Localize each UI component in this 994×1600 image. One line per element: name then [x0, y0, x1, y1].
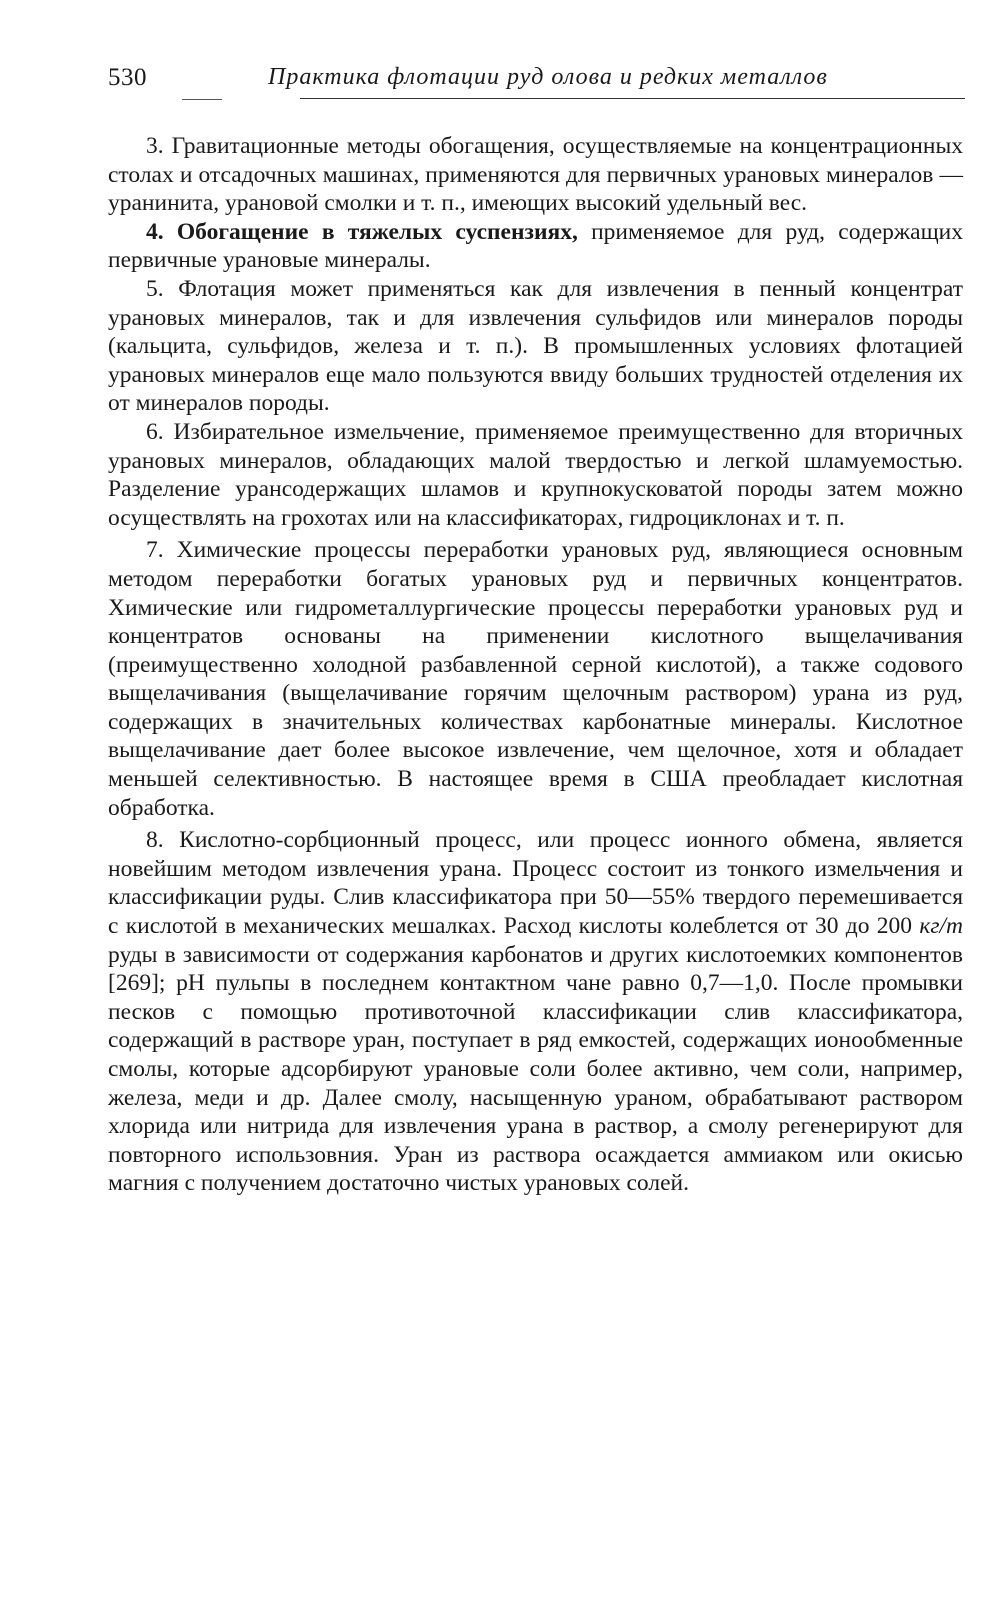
paragraph-4-lead: 4. Обогащение в тяжелых суспензиях,: [146, 218, 578, 245]
paragraph-6: 6. Избирательное измельчение, применяемое преимущественно для вторичных урановых минералов, обладающих малой твердостью и легкой шламуемостью. Разделение урансодержащих шламов и крупнокусковатой породы затем можно осуществлять на грохотах или на классификаторах, гидроциклонах и т. п.: [108, 418, 963, 531]
paragraph-4-text: применяемое для руд, содержащих первичные урановые минералы.: [108, 218, 963, 274]
header-rule-fragment: [182, 99, 222, 100]
paragraph-3: 3. Гравитационные методы обогащения, осуществляемые на концентрационных столах и отсадочных машинах, применяются для первичных урановых минералов — уранинита, урановой смолки и т. п., имеющих высокий удельный вес.: [108, 133, 963, 217]
paragraph-4: [108, 218, 963, 275]
header-rule: [300, 98, 965, 99]
paragraph-8-part1: 8. Кислотно-сорбционный процесс, или процесс ионного обмена, является новейшим методом извлечения урана. Процесс состоит из тонкого измельчения и классификации руды. Слив классификатора при 50—55% твердого перемешивается с кислотой в механических мешалках. Расход кислоты колеблется от 30 до 200: [108, 827, 963, 940]
paragraph-8: [108, 826, 963, 1198]
paragraph-8-unit: кг/т: [919, 913, 963, 940]
body-text: [108, 132, 963, 1198]
paragraph-5: 5. Флотация может применяться как для извлечения в пенный концентрат урановых минералов, так и для извлечения сульфидов или минералов породы (кальцита, сульфидов, железа и т. п.). В промышленных условиях флотацией урановых минералов еще мало пользуются ввиду больших трудностей отделения их от минералов породы.: [108, 275, 963, 417]
paragraph-8-part2: руды в зависимости от содержания карбонатов и других кислотоемких компонентов [269]; pH пульпы в последнем контактном чане равно 0,7—1,0. После промывки песков с помощью противоточной классификации слив классификатора, содержащий в растворе уран, поступает в ряд емкостей, содержащих ионообменные смолы, которые адсорбируют урановые соли более активно, чем соли, например, железа, меди и др. Далее смолу, насыщенную ураном, обрабатывают раствором хлорида или нитрида для извлечения урана в раствор, а смолу регенерируют для повторного использовния. Уран из раствора осаждается аммиаком или окисью магния с получением достаточно чистых урановых солей.: [108, 941, 963, 1197]
page-number: 530: [108, 64, 147, 91]
paragraph-7: 7. Химические процессы переработки урановых руд, являющиеся основным методом переработки богатых урановых руд и первичных концентратов. Химические или гидрометаллургические процессы переработки урановых руд и концентратов основаны на применении кислотного выщелачивания (преимущественно холодной разбавленной серной кислотой), а также содового выщелачивания (выщелачивание горячим щелочным раствором) урана из руд, содержащих в значительных количествах карбонатные минералы. Кислотное выщелачивание дает более высокое извлечение, чем щелочное, хотя и обладает меньшей селективностью. В настоящее время в США преобладает кислотная обработка.: [108, 537, 963, 821]
running-title: Практика флотации руд олова и редких металлов: [268, 64, 828, 90]
